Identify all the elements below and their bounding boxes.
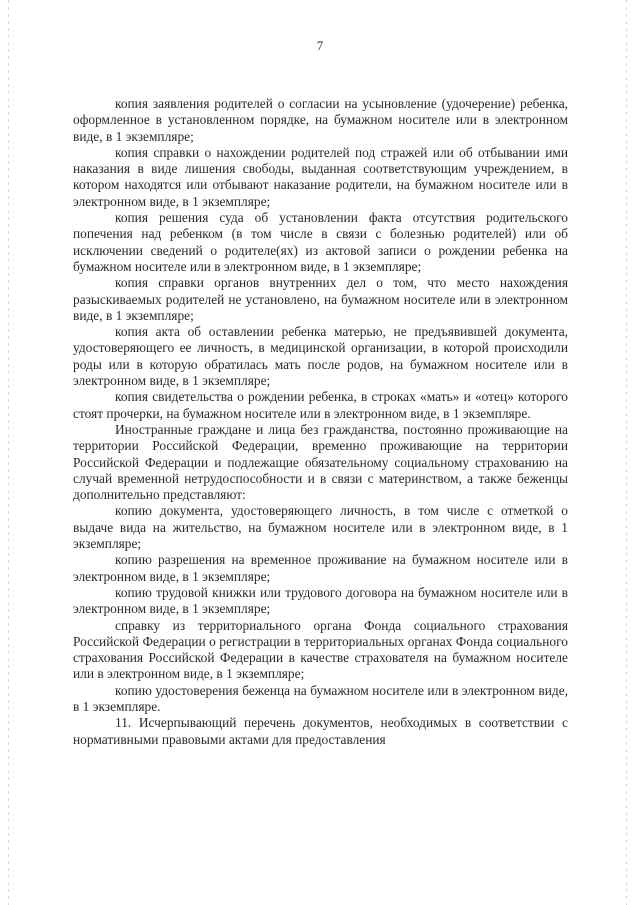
page-number: 7	[316, 38, 324, 53]
paragraph-7: Иностранные граждане и лица без гражданства, постоянно проживающие на территории Российской Федерации, временно проживающие на территории Российской Федерации и подлежащие обязательному социальному страхованию на случай временной нетрудоспособности и в связи с материнством, а также беженцы дополнительно представляют:	[73, 421, 568, 503]
paragraph-4: копия справки органов внутренних дел о том, что место нахождения разыскиваемых родителей не установлено, на бумажном носителе или в электронном виде, в 1 экземпляре;	[73, 275, 568, 323]
paragraph-2: копия справки о нахождении родителей под стражей или об отбывании ими наказания в виде лишения свободы, выданная соответствующим учреждением, в котором находятся или отбывают наказание родители, на бумажном носителе или в электронном виде, в 1 экземпляре;	[73, 144, 568, 209]
scan-edge-right	[626, 0, 627, 905]
paragraph-3: копия решения суда об установлении факта отсутствия родительского попечения над ребенком (в том числе в связи с болезнью родителей) или об исключении сведений о родителе(ях) из актовой записи о рождении ребенка на бумажном носителе или в электронном виде, в 1 экземпляре;	[73, 210, 568, 274]
scan-edge-left	[8, 0, 9, 905]
paragraph-6: копия свидетельства о рождении ребенка, в строках «мать» и «отец» которого стоят прочерки, на бумажном носителе или в электронном виде, в 1 экземпляре.	[73, 389, 568, 421]
paragraph-5: копия акта об оставлении ребенка матерью, не предъявившей документа, удостоверяющего ее личность, в медицинской организации, в которой происходили роды или в которую обратилась мать после родов, на бумажном носителе или в электронном виде, в 1 экземпляре;	[73, 324, 568, 389]
paragraph-8: копию документа, удостоверяющего личность, в том числе с отметкой о выдаче вида на жительство, на бумажном носителе или в электронном виде, в 1 экземпляре;	[73, 503, 568, 552]
paragraph-11: справку из территориального органа Фонда социального страхования Российской Федерации о регистрации в территориальных органах Фонда социального страхования Российской Федерации в качестве страхователя на бумажном носителе или в электронном виде, в 1 экземпляре;	[73, 617, 568, 682]
paragraph-9: копию разрешения на временное проживание на бумажном носителе или в электронном виде, в 1 экземпляре;	[73, 552, 568, 584]
document-body	[73, 96, 568, 748]
paragraph-1: копия заявления родителей о согласии на усыновление (удочерение) ребенка, оформленное в установленном порядке, на бумажном носителе или в электронном виде, в 1 экземпляре;	[73, 96, 568, 144]
paragraph-13: 11. Исчерпывающий перечень документов, необходимых в соответствии с нормативными правовыми актами для предоставления	[73, 715, 568, 747]
paragraph-12: копию удостоверения беженца на бумажном носителе или в электронном виде, в 1 экземпляре.	[73, 682, 568, 714]
paragraph-10: копию трудовой книжки или трудового договора на бумажном носителе или в электронном виде, в 1 экземпляре;	[73, 584, 568, 617]
